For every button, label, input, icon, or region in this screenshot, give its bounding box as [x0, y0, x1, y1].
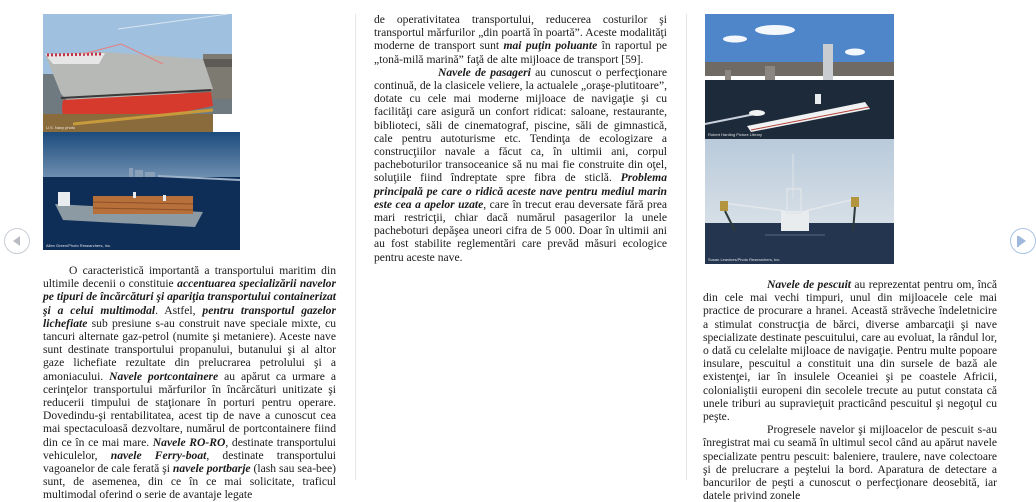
chevron-left-icon	[13, 236, 20, 246]
paragraph	[703, 423, 997, 502]
body-text: au apărut ca urmare a cerinţelor transportului mărfurilor în încărcături unitizate şi reducerii timpului de staţionare în porturi pentru operare. Dovedindu-şi rentabilitatea, acest tip de nave a cunoscut cea mai spectaculoasă dezvoltare, numărul de portcontainere fiind din ce în ce mai mare.	[43, 369, 337, 449]
body-text: au reprezentat pentru om, încă din cele mai vechi timpuri, unul din mijloacele cele mai practice de procurare a hranei. Această străveche îndeletnicire a stimulat construcţia de bărci, diverse ambarcaţii şi nave specializate destinate pescuitului, care au evoluat, la rândul lor, o dată cu celelalte mijloace de navigaţie. Pentru multe popoare insulare, pescuitul a constituit una din sursele de bază ale existenţei, iar în insulele Oceaniei şi pe coastele Africii, colonialiştii europeni din secolele trecute au putut constata că unele triburi au supravieţuit practicând pescuitul şi negoţul cu peşte.	[703, 278, 997, 424]
emphasized-text: pentru transportul gazelor lichefiate	[43, 303, 336, 330]
page-middle	[356, 0, 686, 487]
emphasized-text: navele portbarje	[172, 462, 251, 476]
emphasized-text: Navele de pasageri	[438, 65, 531, 79]
emphasized-text: mai puţin poluante	[503, 39, 598, 53]
emphasized-text: Navele de pescuit	[767, 278, 852, 291]
body-text: sub presiune s-au construit nave speciale mixte, cu tancuri alternate gaz-petrol (numite şi metaniere). Aceste nave sunt destinate transportului propanului, butanului şi al altor gaze lichefiate rezultate din prelucrarea petrolului şi a amoniacului.	[43, 316, 336, 383]
emphasized-text: Problema principală pe care o ridică aceste nave pentru mediul marin este cea a apelor uzate	[374, 171, 667, 211]
emphasized-text: accentuarea specializării navelor pe tipuri de încărcături şi apariţia transportului containerizat şi a celui multimodal	[43, 277, 336, 317]
body-text: O caracteristică importantă a transportului maritim din ultimile decenii o constituie	[43, 264, 336, 291]
page-left	[0, 0, 355, 502]
body-text: au cunoscut o perfecţionare continuă, de la clasicele veliere, la actualele „oraşe-plutitoare”, dotate cu cele mai moderne mijloace de navigaţie şi cu facilităţi care asigură un confort ridicat: saloane, restaurante, biblioteci, săli de cinematograf, piscine, săli de gimnastică, cale pentru autoturisme etc. Tendinţa de ecologizare a construcţiilor navale a făcut ca, în ultimii ani, corpul pacheboturilor transoceanice să nu mai fie construite din oţel, soluţiile fiind îndreptate spre fibra de sticlă.	[374, 65, 667, 185]
photo-container-ship	[43, 132, 240, 250]
emphasized-text: Navele portcontainere	[109, 369, 219, 383]
photo-caption: U.S. Navy photo	[46, 125, 76, 130]
paragraph	[374, 66, 667, 264]
photo-caption: Susan Leavines/Photo Researchers, Inc.	[708, 257, 781, 262]
photo-caption: Robert Harding Picture Library	[708, 132, 763, 137]
body-text: , care în trecut erau deversate fără prea mari restricţii, chiar dacă numărul pasagerilor la unele pacheboturi depăşea uneori cifra de 5 000. Doar în ultimii ani au fost stabilite reglementări care prevăd măsuri ecologice pentru aceste nave.	[374, 197, 667, 264]
body-text: , destinate transportului vagoanelor de cale ferată şi	[43, 448, 337, 476]
page-right	[687, 0, 1024, 502]
page-middle-text	[374, 13, 667, 264]
body-text: (lash sau sea-bee) sunt, de asemenea, din ce în ce mai solicitate, traficul multimodal oferind o serie de avantaje legate	[43, 462, 336, 502]
photo-caption: Allen Green/Photo Researchers, Inc.	[46, 243, 112, 248]
body-text: . Astfel,	[155, 303, 203, 317]
photo-ocean-liner	[705, 14, 894, 139]
prev-page-button[interactable]	[4, 228, 30, 254]
page-right-text	[703, 278, 997, 502]
body-text: Progresele navelor şi mijloacelor de pescuit s-au înregistrat mai cu seamă în ultimul secol când au apărut navele specializate pentru pescuit: baleniere, traulere, nave colectoare şi de prelucrare a peştelui la bord. Aparatura de detectare a bancurilor de peşti a cunoscut o perfecţionare deosebită, iar datele privind zonele	[703, 423, 997, 502]
paragraph	[374, 13, 667, 66]
page-left-text	[43, 264, 336, 502]
next-page-button[interactable]	[1010, 228, 1036, 254]
emphasized-text: Navele RO-RO	[152, 435, 226, 449]
photo-fishing-boat	[705, 139, 894, 264]
paragraph	[703, 278, 997, 423]
photo-ship-launch	[43, 14, 232, 132]
emphasized-text: navele Ferry-boat	[110, 448, 207, 462]
chevron-right-icon	[1019, 236, 1026, 246]
body-text: de operativitatea transportului, reducerea costurilor şi transportul mărfurilor „din poartă în poartă”. Aceste modalităţi moderne de transport sunt	[374, 13, 667, 53]
paragraph	[43, 264, 336, 502]
body-text: , destinate transportului vehiculelor,	[43, 435, 336, 462]
body-text: în raportul pe „tonă-milă marină” faţă de alte mijloace de transport [59].	[374, 39, 668, 66]
